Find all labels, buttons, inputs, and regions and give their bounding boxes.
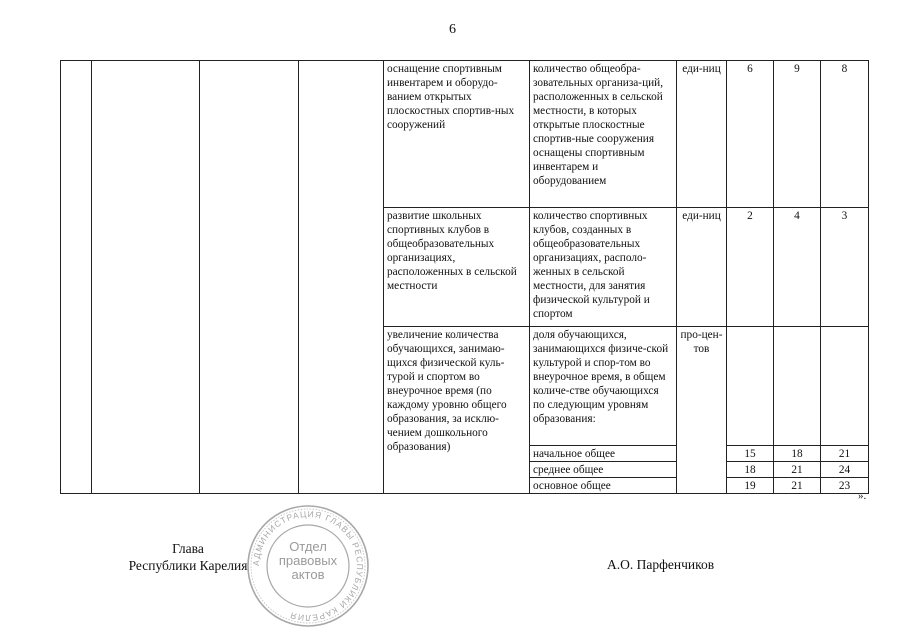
empty-cell xyxy=(200,61,299,494)
value-cell: 24 xyxy=(821,462,869,478)
empty-cell xyxy=(92,61,200,494)
value-cell: 19 xyxy=(727,478,774,494)
level-cell: среднее общее xyxy=(530,462,677,478)
value-cell: 21 xyxy=(821,446,869,462)
signatory-position xyxy=(118,540,258,574)
empty-cell xyxy=(299,61,384,494)
value-cell: 4 xyxy=(774,208,821,327)
empty-cell xyxy=(774,327,821,446)
value-cell: 18 xyxy=(774,446,821,462)
value-cell: 15 xyxy=(727,446,774,462)
indicator-cell: количество общеобра-зовательных организа-ций, расположенных в сельской местности, в которых открытые плоскостные спортив-ные сооружения оснащены спортивным инвентарем и оборудованием xyxy=(530,61,677,208)
indicator-cell: количество спортивных клубов, созданных в общеобразовательных организациях, располо-женных в сельской местности, для занятия физической культурой и спортом xyxy=(530,208,677,327)
stamp-line: правовых xyxy=(278,553,338,568)
value-cell: 18 xyxy=(727,462,774,478)
value-cell: 6 xyxy=(727,61,774,208)
page-number: 6 xyxy=(449,22,456,37)
empty-cell xyxy=(61,61,92,494)
official-stamp xyxy=(246,504,370,628)
signatory-name: А.О. Парфенчиков xyxy=(607,557,715,572)
closing-quote: ». xyxy=(858,490,867,502)
unit-cell: еди-ниц xyxy=(677,61,727,208)
empty-cell xyxy=(821,327,869,446)
value-cell: 21 xyxy=(774,462,821,478)
unit-cell: еди-ниц xyxy=(677,208,727,327)
table-row xyxy=(61,61,869,208)
value-cell: 3 xyxy=(821,208,869,327)
unit-cell: про-цен-тов xyxy=(677,327,727,494)
position-line: Глава xyxy=(172,541,204,556)
task-cell: оснащение спортивным инвентарем и оборудо-ванием открытых плоскостных спортив-ных сооружений xyxy=(384,61,530,208)
value-cell: 21 xyxy=(774,478,821,494)
position-line: Республики Карелия xyxy=(128,558,248,573)
task-cell: развитие школьных спортивных клубов в общеобразовательных организациях, расположенных в сельской местности xyxy=(384,208,530,327)
task-cell: увеличение количества обучающихся, занимаю-щихся физической куль-турой и спортом во внеурочное время (по каждому уровню общего образования, за исклю-чением дошкольного образования) xyxy=(384,327,530,494)
indicator-cell: доля обучающихся, занимающихся физиче-ской культурой и спор-том во внеурочное время, в общем количе-стве обучающихся по следующим уровням образования: xyxy=(530,327,677,446)
data-table xyxy=(60,60,869,494)
stamp-line: актов xyxy=(291,567,325,582)
value-cell: 2 xyxy=(727,208,774,327)
value-cell: 9 xyxy=(774,61,821,208)
svg-text:АДМИНИСТРАЦИЯ ГЛАВЫ РЕСПУБЛИКИ: АДМИНИСТРАЦИЯ ГЛАВЫ РЕСПУБЛИКИ КАРЕЛИЯ xyxy=(250,508,366,624)
level-cell: основное общее xyxy=(530,478,677,494)
empty-cell xyxy=(727,327,774,446)
value-cell: 23 xyxy=(821,478,869,494)
level-cell: начальное общее xyxy=(530,446,677,462)
value-cell: 8 xyxy=(821,61,869,208)
stamp-line: Отдел xyxy=(289,539,327,554)
